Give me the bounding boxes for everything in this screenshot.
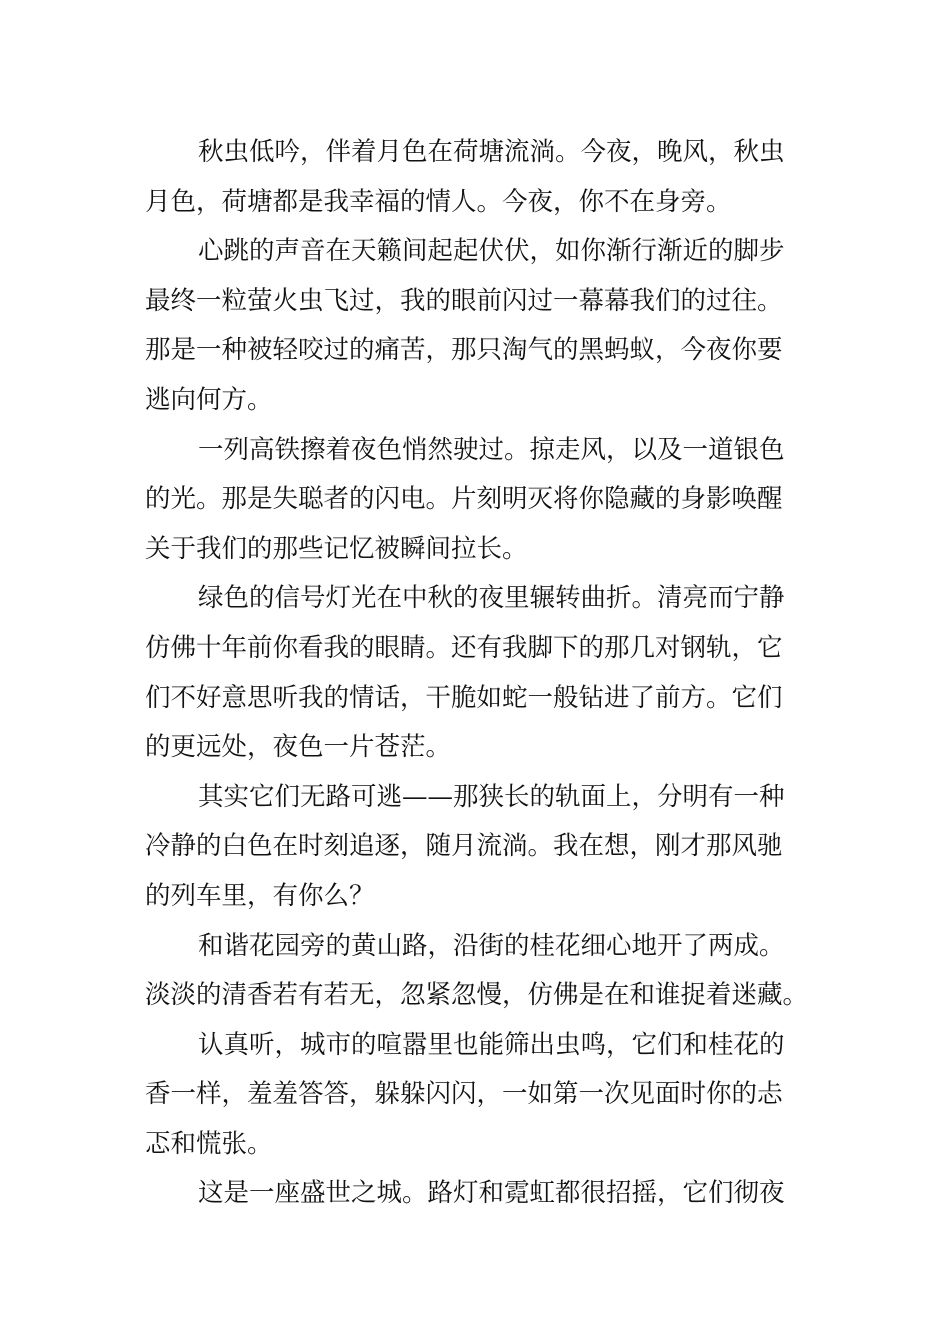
text-line: 淡淡的清香若有若无，忽紧忽慢，仿佛是在和谁捉着迷藏。 (145, 980, 809, 1011)
text-line: 最终一粒萤火虫飞过，我的眼前闪过一幕幕我们的过往。 (145, 285, 783, 316)
text-line: 秋虫低吟，伴着月色在荷塘流淌。今夜，晚风，秋虫 (198, 137, 785, 167)
text-line: 一列高铁擦着夜色悄然驶过。掠走风，以及一道银色 (198, 434, 785, 465)
text-line: 的更远处，夜色一片苍茫。 (145, 732, 452, 763)
text-line: 的光。那是失聪者的闪电。片刻明灭将你隐藏的身影唤醒 (145, 484, 783, 515)
text-line: 绿色的信号灯光在中秋的夜里辗转曲折。清亮而宁静 (198, 583, 785, 614)
text-line: 香一样，羞羞答答，躲躲闪闪，一如第一次见面时你的忐 (145, 1079, 783, 1110)
text-line: 心跳的声音在天籁间起起伏伏，如你渐行渐近的脚步 (198, 236, 785, 267)
text-line: 们不好意思听我的情话，干脆如蛇一般钻进了前方。它们 (145, 682, 783, 713)
text-line: 逃向何方。 (145, 384, 273, 415)
text-line: 忑和慌张。 (145, 1128, 273, 1159)
text-line: 那是一种被轻咬过的痛苦，那只淘气的黑蚂蚁，今夜你要 (145, 335, 783, 366)
text-line: 这是一座盛世之城。路灯和霓虹都很招摇，它们彻夜 (198, 1178, 785, 1209)
text-line: 关于我们的那些记忆被瞬间拉长。 (145, 533, 528, 564)
text-line: 冷静的白色在时刻追逐，随月流淌。我在想，刚才那风驰 (145, 831, 783, 862)
text-line: 月色，荷塘都是我幸福的情人。今夜，你不在身旁。 (145, 186, 732, 217)
text-line: 仿佛十年前你看我的眼睛。还有我脚下的那几对钢轨，它 (145, 632, 783, 663)
text-line: 的列车里，有你么？ (145, 880, 375, 911)
text-line: 其实它们无路可逃——那狭长的轨面上，分明有一种 (198, 781, 785, 812)
body-text (145, 128, 810, 1219)
text-line: 认真听，城市的喧嚣里也能筛出虫鸣，它们和桂花的 (198, 1029, 785, 1060)
text-line: 和谐花园旁的黄山路，沿街的桂花细心地开了两成。 (198, 930, 785, 961)
